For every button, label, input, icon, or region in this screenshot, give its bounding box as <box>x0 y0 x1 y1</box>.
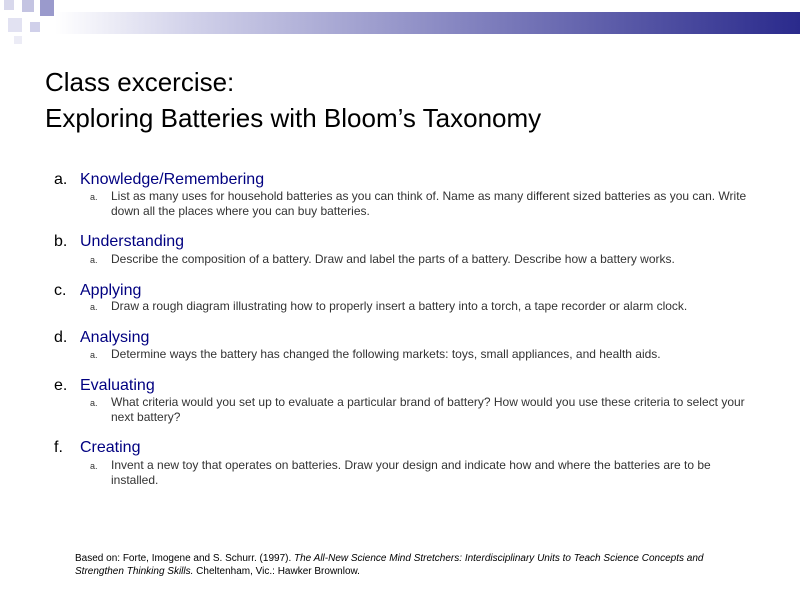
section-evaluating-item <box>90 395 750 425</box>
section-marker: f. <box>54 439 63 456</box>
item-text: List as many uses for household batteries as you can think of. Name as many different sized batteries as you can. Write down all the places where you can buy batteries. <box>111 189 747 218</box>
section-knowledge-item <box>90 189 750 219</box>
deco-square <box>8 18 22 32</box>
header-decoration <box>0 0 800 50</box>
section-marker: b. <box>54 233 68 250</box>
item-marker: a. <box>90 192 98 202</box>
reference-book-title: The All-New Science Mind Stretchers: Interdisciplinary Units to Teach Science Concepts and Strengthen Thinking Skills. <box>75 553 704 577</box>
slide-title-line-1: Class excercise: <box>45 67 235 97</box>
section-label: Understanding <box>80 233 185 250</box>
item-marker: a. <box>90 350 98 360</box>
item-text: Describe the composition of a battery. Draw and label the parts of a battery. Describe how a battery works. <box>111 252 675 266</box>
section-applying-item <box>90 299 750 314</box>
deco-square <box>22 0 34 12</box>
section-analysing-item <box>90 347 750 362</box>
section-understanding <box>54 233 184 251</box>
deco-square <box>40 0 54 16</box>
section-label: Applying <box>80 282 142 299</box>
slide-title <box>45 64 785 136</box>
section-label: Evaluating <box>80 377 155 394</box>
section-marker: a. <box>54 171 68 188</box>
deco-square <box>30 22 40 32</box>
item-marker: a. <box>90 302 98 312</box>
item-text: Determine ways the battery has changed the following markets: toys, small appliances, and health aids. <box>111 347 661 361</box>
section-creating <box>54 439 140 457</box>
reference-suffix: Cheltenham, Vic.: Hawker Brownlow. <box>193 566 360 577</box>
section-applying <box>54 282 141 300</box>
section-creating-item <box>90 458 750 488</box>
header-gradient-band <box>55 12 800 34</box>
section-marker: d. <box>54 329 68 346</box>
item-marker: a. <box>90 461 98 471</box>
reference-prefix: Based on: Forte, Imogene and S. Schurr. (1997). <box>75 553 295 564</box>
section-label: Analysing <box>80 329 150 346</box>
item-marker: a. <box>90 398 98 408</box>
item-text: What criteria would you set up to evaluate a particular brand of battery? How would you use these criteria to select your next battery? <box>111 395 745 424</box>
section-marker: c. <box>54 282 67 299</box>
section-label: Creating <box>80 439 141 456</box>
reference-citation <box>75 552 715 578</box>
section-marker: e. <box>54 377 68 394</box>
section-knowledge <box>54 171 264 189</box>
slide-title-line-2: Exploring Batteries with Bloom’s Taxonomy <box>45 103 542 133</box>
deco-square <box>14 36 22 44</box>
section-understanding-item <box>90 252 750 267</box>
section-label: Knowledge/Remembering <box>80 171 265 188</box>
section-analysing <box>54 329 149 347</box>
section-evaluating <box>54 377 155 395</box>
item-text: Invent a new toy that operates on batteries. Draw your design and indicate how and where the batteries are to be installed. <box>111 458 711 487</box>
deco-square <box>4 0 14 10</box>
item-text: Draw a rough diagram illustrating how to properly insert a battery into a torch, a tape recorder or alarm clock. <box>111 299 688 313</box>
item-marker: a. <box>90 255 98 265</box>
